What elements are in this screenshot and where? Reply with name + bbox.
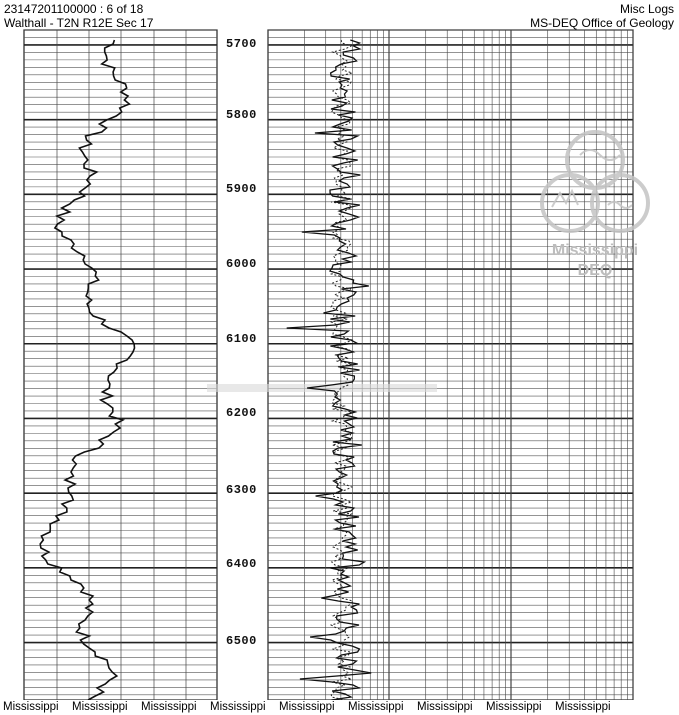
footer-text: Mississippi bbox=[141, 701, 197, 713]
footer-text: Mississippi bbox=[417, 701, 473, 713]
mdeq-logo-icon bbox=[530, 125, 660, 245]
document-type: Misc Logs bbox=[619, 2, 674, 16]
watermark-line2: DEQ bbox=[577, 262, 613, 279]
footer-text: Mississippi bbox=[3, 701, 59, 713]
depth-label: 5700 bbox=[226, 37, 257, 51]
footer-text: Mississippi bbox=[555, 701, 611, 713]
agency-name: MS-DEQ Office of Geology bbox=[530, 16, 674, 30]
footer-repeat-band bbox=[0, 700, 679, 715]
footer-text: Mississippi bbox=[279, 701, 335, 713]
footer-text: Mississippi bbox=[486, 701, 542, 713]
depth-label: 6100 bbox=[226, 332, 257, 346]
depth-label: 6300 bbox=[226, 483, 257, 497]
depth-label: 6000 bbox=[226, 257, 257, 271]
watermark-line1: Mississippi bbox=[551, 242, 639, 259]
scan-crease bbox=[207, 384, 437, 392]
footer-text: Mississippi bbox=[348, 701, 404, 713]
depth-label: 6200 bbox=[226, 406, 257, 420]
depth-label: 6500 bbox=[226, 634, 257, 648]
depth-label: 6400 bbox=[226, 557, 257, 571]
left-track-border bbox=[24, 30, 217, 700]
mdeq-watermark bbox=[530, 125, 660, 290]
well-location: Walthall - T2N R12E Sec 17 bbox=[4, 16, 154, 30]
footer-text: Mississippi bbox=[210, 701, 266, 713]
depth-label: 5900 bbox=[226, 182, 257, 196]
depth-label: 5800 bbox=[226, 108, 257, 122]
footer-text: Mississippi bbox=[72, 701, 128, 713]
document-id: 23147201100000 : 6 of 18 bbox=[4, 2, 144, 16]
